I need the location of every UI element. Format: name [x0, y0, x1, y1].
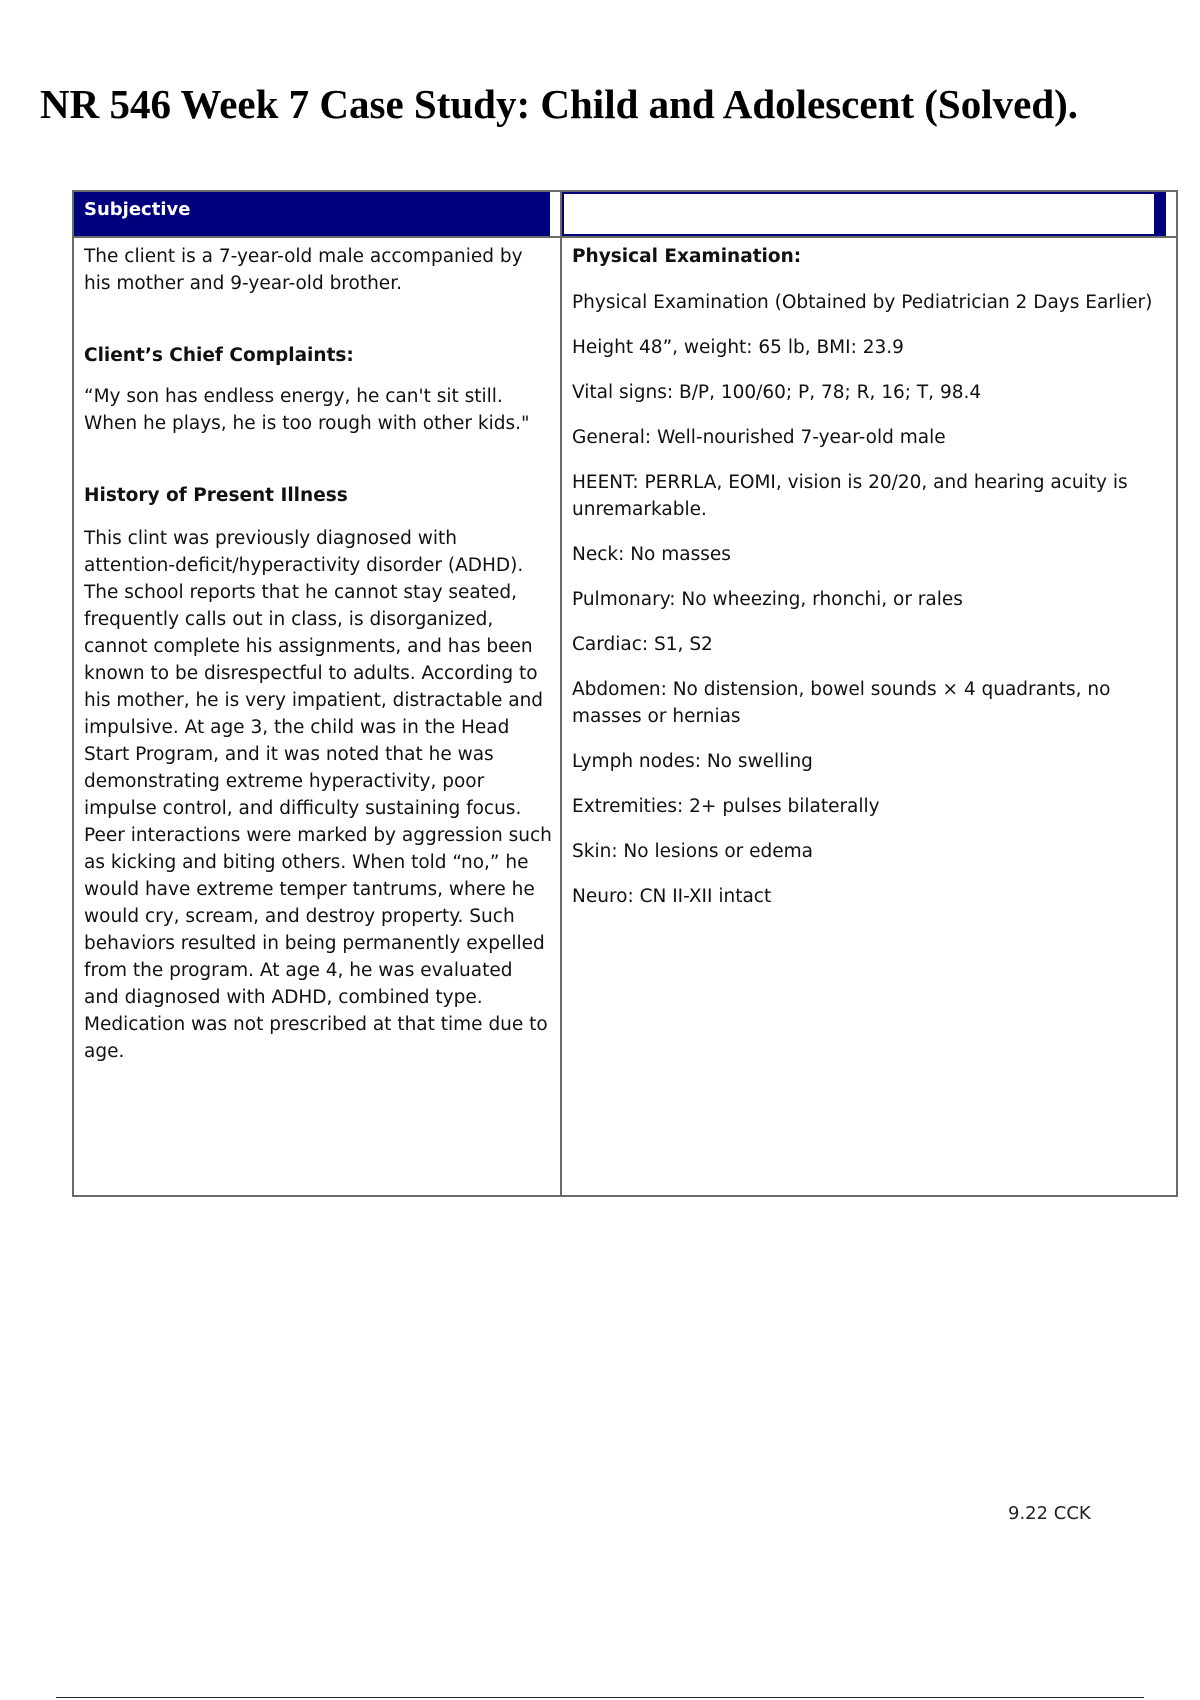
exam-line: Vital signs: B/P, 100/60; P, 78; R, 16; T, 98.4: [572, 382, 982, 403]
exam-line: Extremities: 2+ pulses bilaterally: [572, 796, 880, 817]
exam-line: HEENT: PERRLA, EOMI, vision is 20/20, and hearing acuity is unremarkable.: [572, 472, 1128, 520]
objective-header: [562, 192, 1166, 236]
client-intro: The client is a 7-year-old male accompanied by his mother and 9-year-old brother.: [84, 246, 523, 294]
exam-line: Abdomen: No distension, bowel sounds × 4 quadrants, no masses or hernias: [572, 679, 1111, 727]
exam-line: Lymph nodes: No swelling: [572, 751, 813, 772]
exam-line: Height 48”, weight: 65 lb, BMI: 23.9: [572, 337, 904, 358]
physical-exam-heading: Physical Examination:: [572, 246, 802, 267]
exam-line: General: Well-nourished 7-year-old male: [572, 427, 946, 448]
exam-line: Physical Examination (Obtained by Pediatrician 2 Days Earlier): [572, 292, 1153, 313]
header-accent-bar: [1154, 194, 1166, 238]
footer-code: 9.22 CCK: [1008, 1503, 1091, 1524]
hpi-text: This clint was previously diagnosed with attention-deficit/hyperactivity disorder (ADHD). The school reports that he cannot stay seated, frequently calls out in class, is disorganized, cannot complete his assignments, and has been known to be disrespectful to adults. According to his mother, he is very impatient, distractable and impulsive. At age 3, the child was in the Head Start Program, and it was noted that he was demonstrating extreme hyperactivity, poor impulse control, and difficulty sustaining focus. Peer interactions were marked by aggression such as kicking and biting others. When told “no,” he would have extreme temper tantrums, where he would cry, scream, and destroy property. Such behaviors resulted in being permanently expelled from the program. At age 4, he was evaluated and diagnosed with ADHD, combined type. Medication was not prescribed at that time due to age.: [84, 528, 552, 1062]
case-study-table: [72, 190, 1178, 1197]
exam-line: Cardiac: S1, S2: [572, 634, 713, 655]
exam-line: Neuro: CN II-XII intact: [572, 886, 772, 907]
subjective-header: [74, 192, 550, 236]
hpi-heading: History of Present Illness: [84, 485, 348, 506]
exam-line: Skin: No lesions or edema: [572, 841, 814, 862]
column-divider: [560, 192, 562, 1195]
bottom-rule: [56, 1697, 1144, 1698]
subjective-column: [84, 238, 552, 1065]
exam-line: Pulmonary: No wheezing, rhonchi, or rales: [572, 589, 963, 610]
physical-exam-column: [572, 238, 1172, 910]
subjective-header-label: Subjective: [84, 199, 191, 220]
chief-complaints-heading: Client’s Chief Complaints:: [84, 345, 354, 366]
exam-line: Neck: No masses: [572, 544, 731, 565]
page-title: NR 546 Week 7 Case Study: Child and Adolescent (Solved).: [40, 81, 1079, 127]
chief-complaints-text: “My son has endless energy, he can't sit still. When he plays, he is too rough with other kids.": [84, 386, 530, 434]
